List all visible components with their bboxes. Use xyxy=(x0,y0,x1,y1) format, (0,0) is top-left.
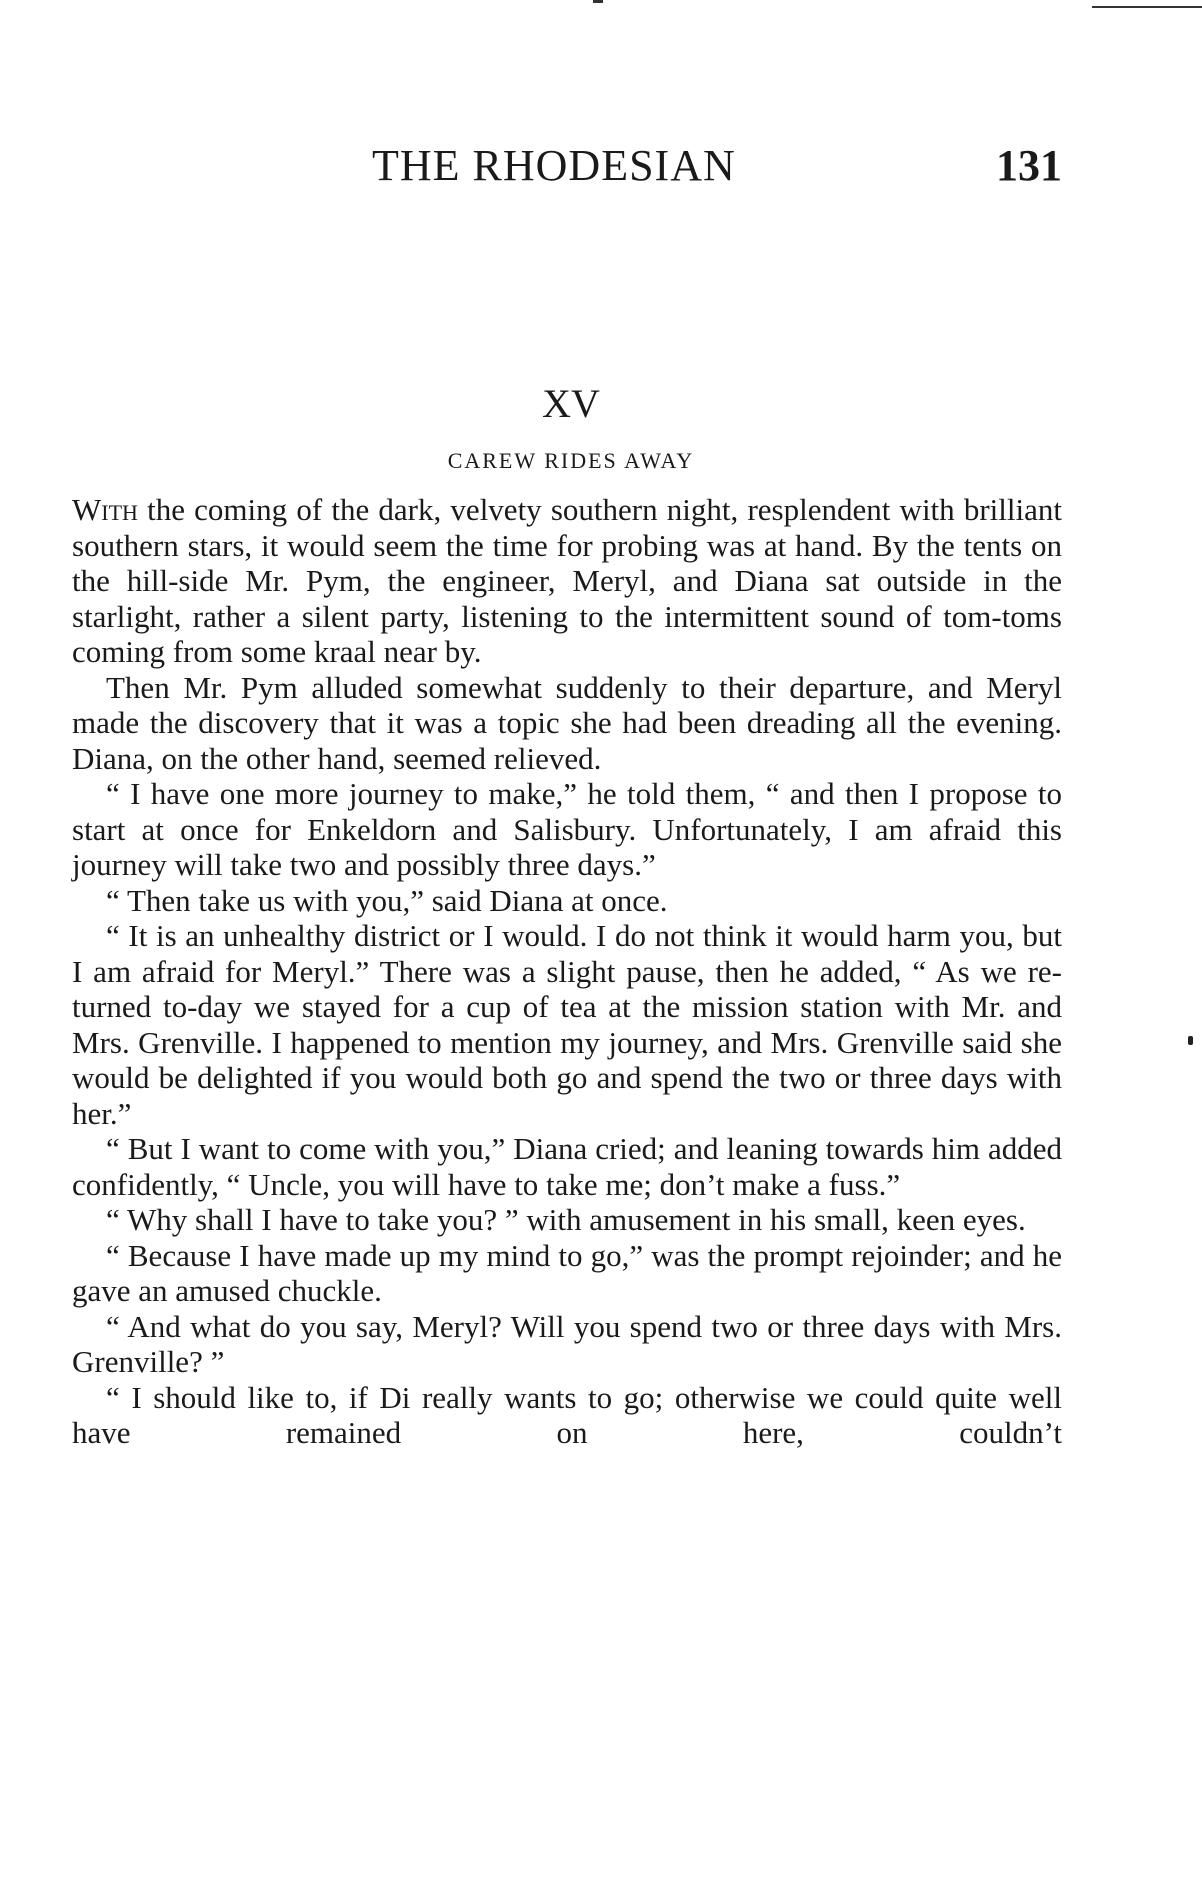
chapter-number: XV xyxy=(542,381,600,426)
paragraph: “ I should like to, if Di really wants to go; otherwise we could quite well have remained on here, couldn’t xyxy=(72,1379,1062,1450)
chapter-title: CAREW RIDES AWAY xyxy=(447,448,695,473)
paragraph: “ But I want to come with you,” Diana cried; and leaning towards him added confidently, “ Uncle, you will have to take me; don’t make a fuss.” xyxy=(72,1131,1062,1202)
running-head xyxy=(72,140,1062,190)
running-title: THE RHODESIAN xyxy=(372,141,736,190)
body-text xyxy=(72,492,1062,1451)
page-number: 131 xyxy=(996,141,1062,190)
top-mark xyxy=(593,0,603,3)
top-rule xyxy=(1092,6,1202,8)
paragraph: “ I have one more journey to make,” he told them, “ and then I propose to start at once for Enkeldorn and Salisbury. Unfortunately, I am afraid this journey will take two and possibly three days.” xyxy=(72,776,1062,882)
ink-speck xyxy=(1188,1036,1193,1045)
drop-lead: With xyxy=(72,492,138,527)
paragraph-text: the coming of the dark, velvety southern night, resplendent with brilliant southern stars, it would seem the time for probing was at hand. By the tents on the hill-side Mr. Pym, the engineer, Meryl, and Diana sat outside in the starlight, rather a silent party, listening to the intermittent sound of tom-toms coming from some kraal near by. xyxy=(72,492,1062,669)
paragraph: Then Mr. Pym alluded somewhat suddenly to their departure, and Meryl made the discovery that it was a topic she had been dreading all the evening. Diana, on the other hand, seemed relieved. xyxy=(72,669,1062,776)
paragraph: “ Because I have made up my mind to go,” was the prompt rejoinder; and he gave an amused chuckle. xyxy=(72,1237,1062,1308)
paragraph: “ And what do you say, Meryl? Will you spend two or three days with Mrs. Grenville? ” xyxy=(72,1308,1062,1379)
paragraph: “ Why shall I have to take you? ” with amusement in his small, keen eyes. xyxy=(106,1202,1026,1237)
paragraph: “ Then take us with you,” said Diana at once. xyxy=(106,882,668,918)
paragraph xyxy=(72,492,1062,670)
paragraph: “ It is an unhealthy district or I would. I do not think it would harm you, but I am afraid for Meryl.” There was a slight pause, then he added, “ As we returned to-day we stayed for a cup of tea at the mission station with Mr. and Mrs. Grenville. I happened to mention my journey, and Mrs. Grenville said she would be delighted if you would both go and spend the two or three days with her.” xyxy=(72,918,1062,1131)
